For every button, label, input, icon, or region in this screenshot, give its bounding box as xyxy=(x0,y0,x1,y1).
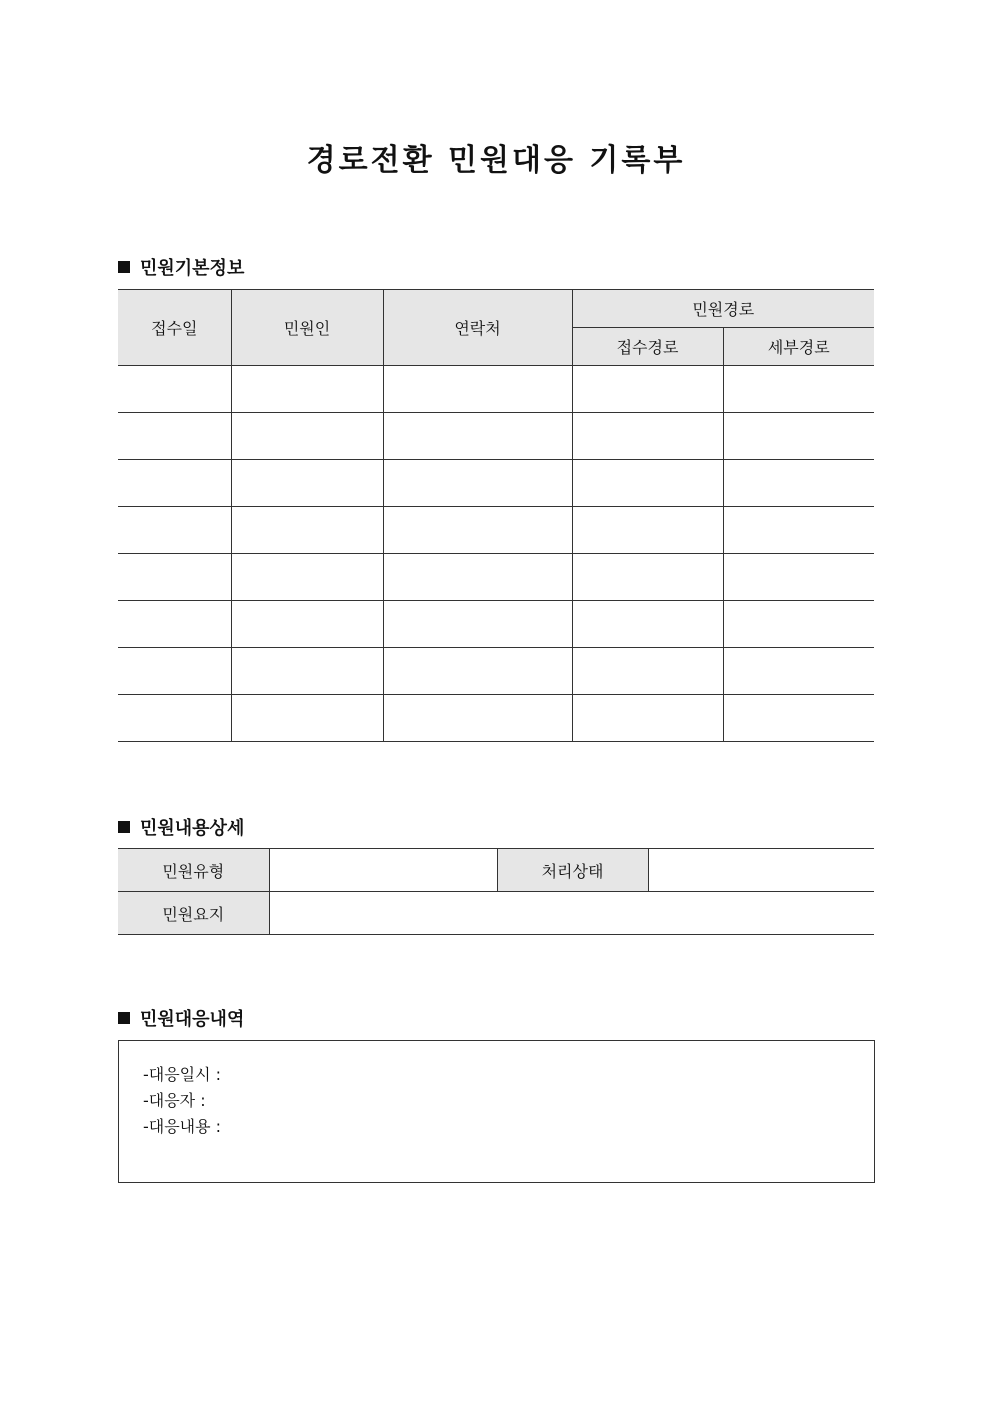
table-cell[interactable] xyxy=(572,460,723,507)
header-route-received: 접수경로 xyxy=(572,328,723,366)
table-cell[interactable] xyxy=(572,366,723,413)
section-heading-text: 민원내용상세 xyxy=(140,818,245,839)
table-cell[interactable] xyxy=(572,648,723,695)
label-summary: 민원요지 xyxy=(118,892,269,935)
response-date-line: -대응일시 : xyxy=(143,1065,222,1084)
table-cell[interactable] xyxy=(723,366,874,413)
table-cell[interactable] xyxy=(231,648,383,695)
table-cell[interactable] xyxy=(572,413,723,460)
table-cell[interactable] xyxy=(231,554,383,601)
table-cell[interactable] xyxy=(383,460,572,507)
table-cell[interactable] xyxy=(723,460,874,507)
table-cell[interactable] xyxy=(118,695,231,742)
table-cell[interactable] xyxy=(572,695,723,742)
table-cell[interactable] xyxy=(572,554,723,601)
table-cell[interactable] xyxy=(118,648,231,695)
table-cell[interactable] xyxy=(383,366,572,413)
section-heading-text: 민원대응내역 xyxy=(140,1009,245,1030)
table-row xyxy=(118,366,874,413)
section-heading-basic-info xyxy=(118,254,244,280)
response-content-line: -대응내용 : xyxy=(143,1117,222,1136)
label-status: 처리상태 xyxy=(497,849,648,892)
table-cell[interactable] xyxy=(231,695,383,742)
header-route-detail: 세부경로 xyxy=(723,328,874,366)
table-cell[interactable] xyxy=(118,507,231,554)
table-cell[interactable] xyxy=(231,601,383,648)
table-cell[interactable] xyxy=(118,413,231,460)
type-value-field[interactable] xyxy=(269,849,497,892)
header-person: 민원인 xyxy=(231,290,383,366)
table-cell[interactable] xyxy=(383,413,572,460)
status-value-field[interactable] xyxy=(648,849,874,892)
table-cell[interactable] xyxy=(723,601,874,648)
table-row xyxy=(118,601,874,648)
table-cell[interactable] xyxy=(231,507,383,554)
table-cell[interactable] xyxy=(723,507,874,554)
table-cell[interactable] xyxy=(383,695,572,742)
table-cell[interactable] xyxy=(118,601,231,648)
response-person-line: -대응자 : xyxy=(143,1091,206,1110)
table-row xyxy=(118,554,874,601)
square-bullet-icon xyxy=(118,261,130,273)
table-row xyxy=(118,849,874,892)
table-cell[interactable] xyxy=(572,601,723,648)
table-cell[interactable] xyxy=(231,460,383,507)
header-contact: 연락처 xyxy=(383,290,572,366)
table-row xyxy=(118,648,874,695)
table-row xyxy=(118,507,874,554)
header-date: 접수일 xyxy=(118,290,231,366)
table-cell[interactable] xyxy=(231,413,383,460)
table-cell[interactable] xyxy=(723,554,874,601)
table-row xyxy=(118,695,874,742)
section-heading-response xyxy=(118,1005,244,1031)
section-heading-text: 민원기본정보 xyxy=(140,258,245,279)
document-title: 경로전환 민원대응 기록부 xyxy=(306,143,686,178)
table-cell[interactable] xyxy=(723,695,874,742)
table-cell[interactable] xyxy=(383,648,572,695)
detail-table xyxy=(118,848,874,935)
summary-value-field[interactable] xyxy=(269,892,874,935)
section-heading-detail xyxy=(118,814,244,840)
table-cell[interactable] xyxy=(572,507,723,554)
table-cell[interactable] xyxy=(723,648,874,695)
label-type: 민원유형 xyxy=(118,849,269,892)
table-cell[interactable] xyxy=(118,460,231,507)
table-row xyxy=(118,892,874,935)
header-route: 민원경로 xyxy=(572,290,874,328)
square-bullet-icon xyxy=(118,1012,130,1024)
table-cell[interactable] xyxy=(723,413,874,460)
response-record-box[interactable] xyxy=(118,1040,875,1183)
table-cell[interactable] xyxy=(118,366,231,413)
table-cell[interactable] xyxy=(383,601,572,648)
basic-info-table xyxy=(118,289,874,742)
table-cell[interactable] xyxy=(231,366,383,413)
table-cell[interactable] xyxy=(383,507,572,554)
square-bullet-icon xyxy=(118,821,130,833)
table-row xyxy=(118,413,874,460)
table-row xyxy=(118,460,874,507)
table-cell[interactable] xyxy=(383,554,572,601)
table-cell[interactable] xyxy=(118,554,231,601)
